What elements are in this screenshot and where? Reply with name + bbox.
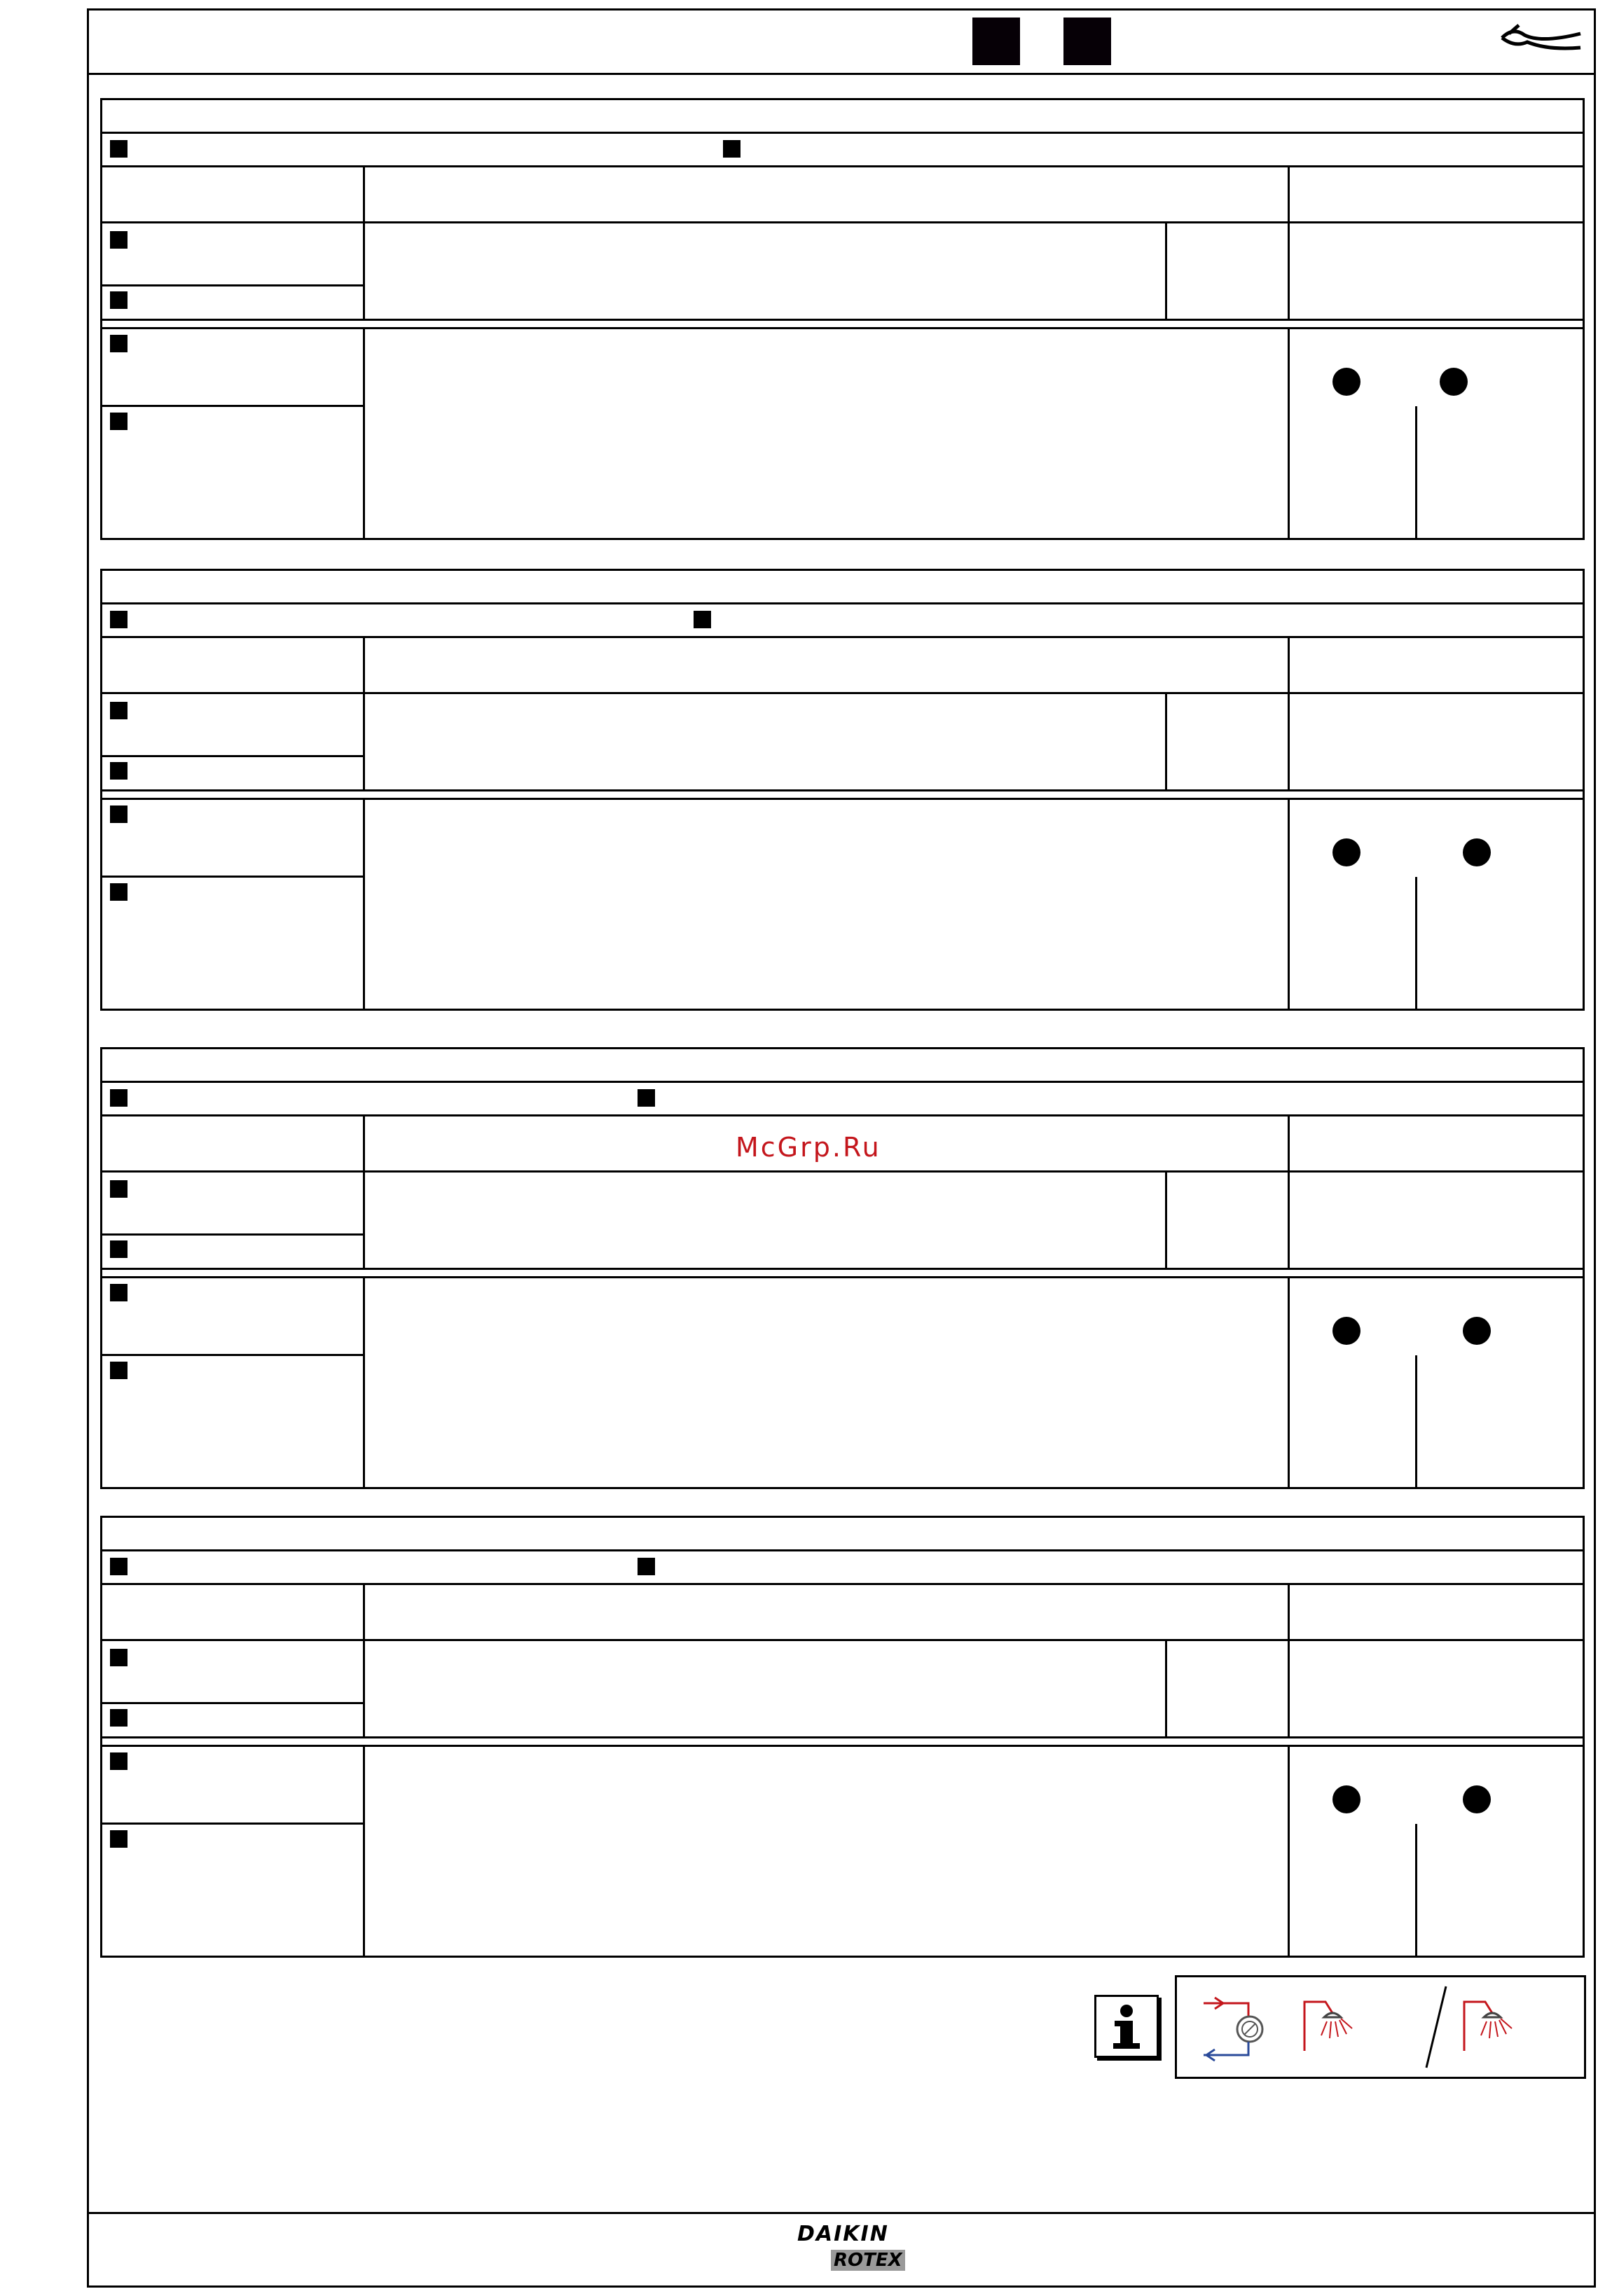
checkbox-square: [110, 291, 128, 309]
checkbox-square: [694, 611, 711, 628]
info-icon: [1094, 1995, 1159, 2058]
column-divider: [1415, 877, 1417, 1011]
row-divider: [100, 1583, 1585, 1585]
row-divider: [100, 1736, 1585, 1738]
column-divider: [1415, 1824, 1417, 1958]
column-divider: [1165, 692, 1167, 789]
row-divider: [100, 1081, 1585, 1083]
column-divider: [1288, 798, 1290, 1011]
checkbox-square: [723, 140, 740, 158]
checkbox-square: [110, 1558, 128, 1575]
header-block-left: [972, 18, 1020, 65]
marker-dot: [1332, 1317, 1361, 1345]
column-divider: [1165, 1170, 1167, 1268]
row-divider: [100, 1268, 1585, 1270]
row-divider: [100, 319, 1585, 321]
marker-dot: [1332, 368, 1361, 396]
row-divider: [100, 1170, 1585, 1173]
row-divider: [100, 755, 363, 757]
column-divider: [363, 636, 365, 789]
column-divider: [1165, 1639, 1167, 1736]
row-divider: [100, 1639, 1585, 1641]
checkbox-square: [110, 1089, 128, 1107]
row-divider: [100, 602, 1585, 604]
column-divider: [1288, 1276, 1290, 1489]
row-divider: [100, 1114, 1585, 1116]
sub-brand-logo: ROTEX: [831, 2250, 905, 2271]
row-divider: [100, 636, 1585, 638]
column-divider: [1288, 636, 1290, 789]
brand-logo: DAIKIN: [797, 2222, 889, 2246]
checkbox-square: [638, 1558, 655, 1575]
watermark: McGrp.Ru: [736, 1132, 881, 1163]
row-divider: [100, 789, 1585, 791]
divider-slash: [1422, 1984, 1450, 2070]
marker-dot: [1440, 368, 1468, 396]
checkbox-square: [110, 883, 128, 901]
shower-icon: [1460, 1995, 1530, 2065]
marker-dot: [1463, 1785, 1491, 1813]
checkbox-square: [110, 805, 128, 823]
footer-divider: [87, 2212, 1596, 2214]
checkbox-square: [110, 1709, 128, 1727]
checkbox-square: [110, 1830, 128, 1848]
row-divider: [100, 221, 1585, 223]
checkbox-square: [110, 1240, 128, 1258]
checkbox-square: [110, 1649, 128, 1666]
checkbox-square: [110, 1284, 128, 1301]
row-divider: [100, 876, 363, 878]
row-divider: [100, 1354, 363, 1356]
marker-dot: [1332, 838, 1361, 866]
column-divider: [363, 165, 365, 319]
column-divider: [1288, 165, 1290, 319]
column-divider: [363, 1276, 365, 1489]
column-divider: [1288, 1583, 1290, 1736]
row-divider: [100, 1702, 363, 1704]
pliers-tool-icon: [1499, 22, 1583, 57]
header-divider: [87, 73, 1596, 75]
column-divider: [1415, 406, 1417, 540]
row-divider: [100, 1745, 1585, 1747]
column-divider: [1288, 327, 1290, 540]
row-divider: [100, 1233, 363, 1236]
checkbox-square: [110, 762, 128, 780]
marker-dot: [1463, 1317, 1491, 1345]
row-divider: [100, 327, 1585, 329]
marker-dot: [1332, 1785, 1361, 1813]
checkbox-square: [110, 231, 128, 249]
column-divider: [1415, 1355, 1417, 1489]
column-divider: [1288, 1745, 1290, 1958]
column-divider: [1165, 221, 1167, 319]
checkbox-square: [110, 611, 128, 628]
checkbox-square: [110, 335, 128, 352]
row-divider: [100, 165, 1585, 167]
row-divider: [100, 1276, 1585, 1278]
row-divider: [100, 1549, 1585, 1551]
header-block-right: [1063, 18, 1111, 65]
checkbox-square: [110, 702, 128, 719]
marker-dot: [1463, 838, 1491, 866]
column-divider: [363, 1114, 365, 1268]
shower-icon: [1300, 1995, 1370, 2065]
column-divider: [1288, 1114, 1290, 1268]
row-divider: [100, 1823, 363, 1825]
row-divider: [100, 692, 1585, 694]
checkbox-square: [110, 1180, 128, 1198]
checkbox-square: [110, 140, 128, 158]
column-divider: [363, 327, 365, 540]
row-divider: [100, 798, 1585, 800]
checkbox-square: [110, 413, 128, 430]
checkbox-square: [110, 1752, 128, 1770]
column-divider: [363, 1583, 365, 1736]
checkbox-square: [638, 1089, 655, 1107]
pump-circuit-icon: [1199, 1991, 1276, 2068]
checkbox-square: [110, 1362, 128, 1379]
row-divider: [100, 132, 1585, 134]
column-divider: [363, 798, 365, 1011]
row-divider: [100, 284, 363, 286]
row-divider: [100, 405, 363, 407]
column-divider: [363, 1745, 365, 1958]
